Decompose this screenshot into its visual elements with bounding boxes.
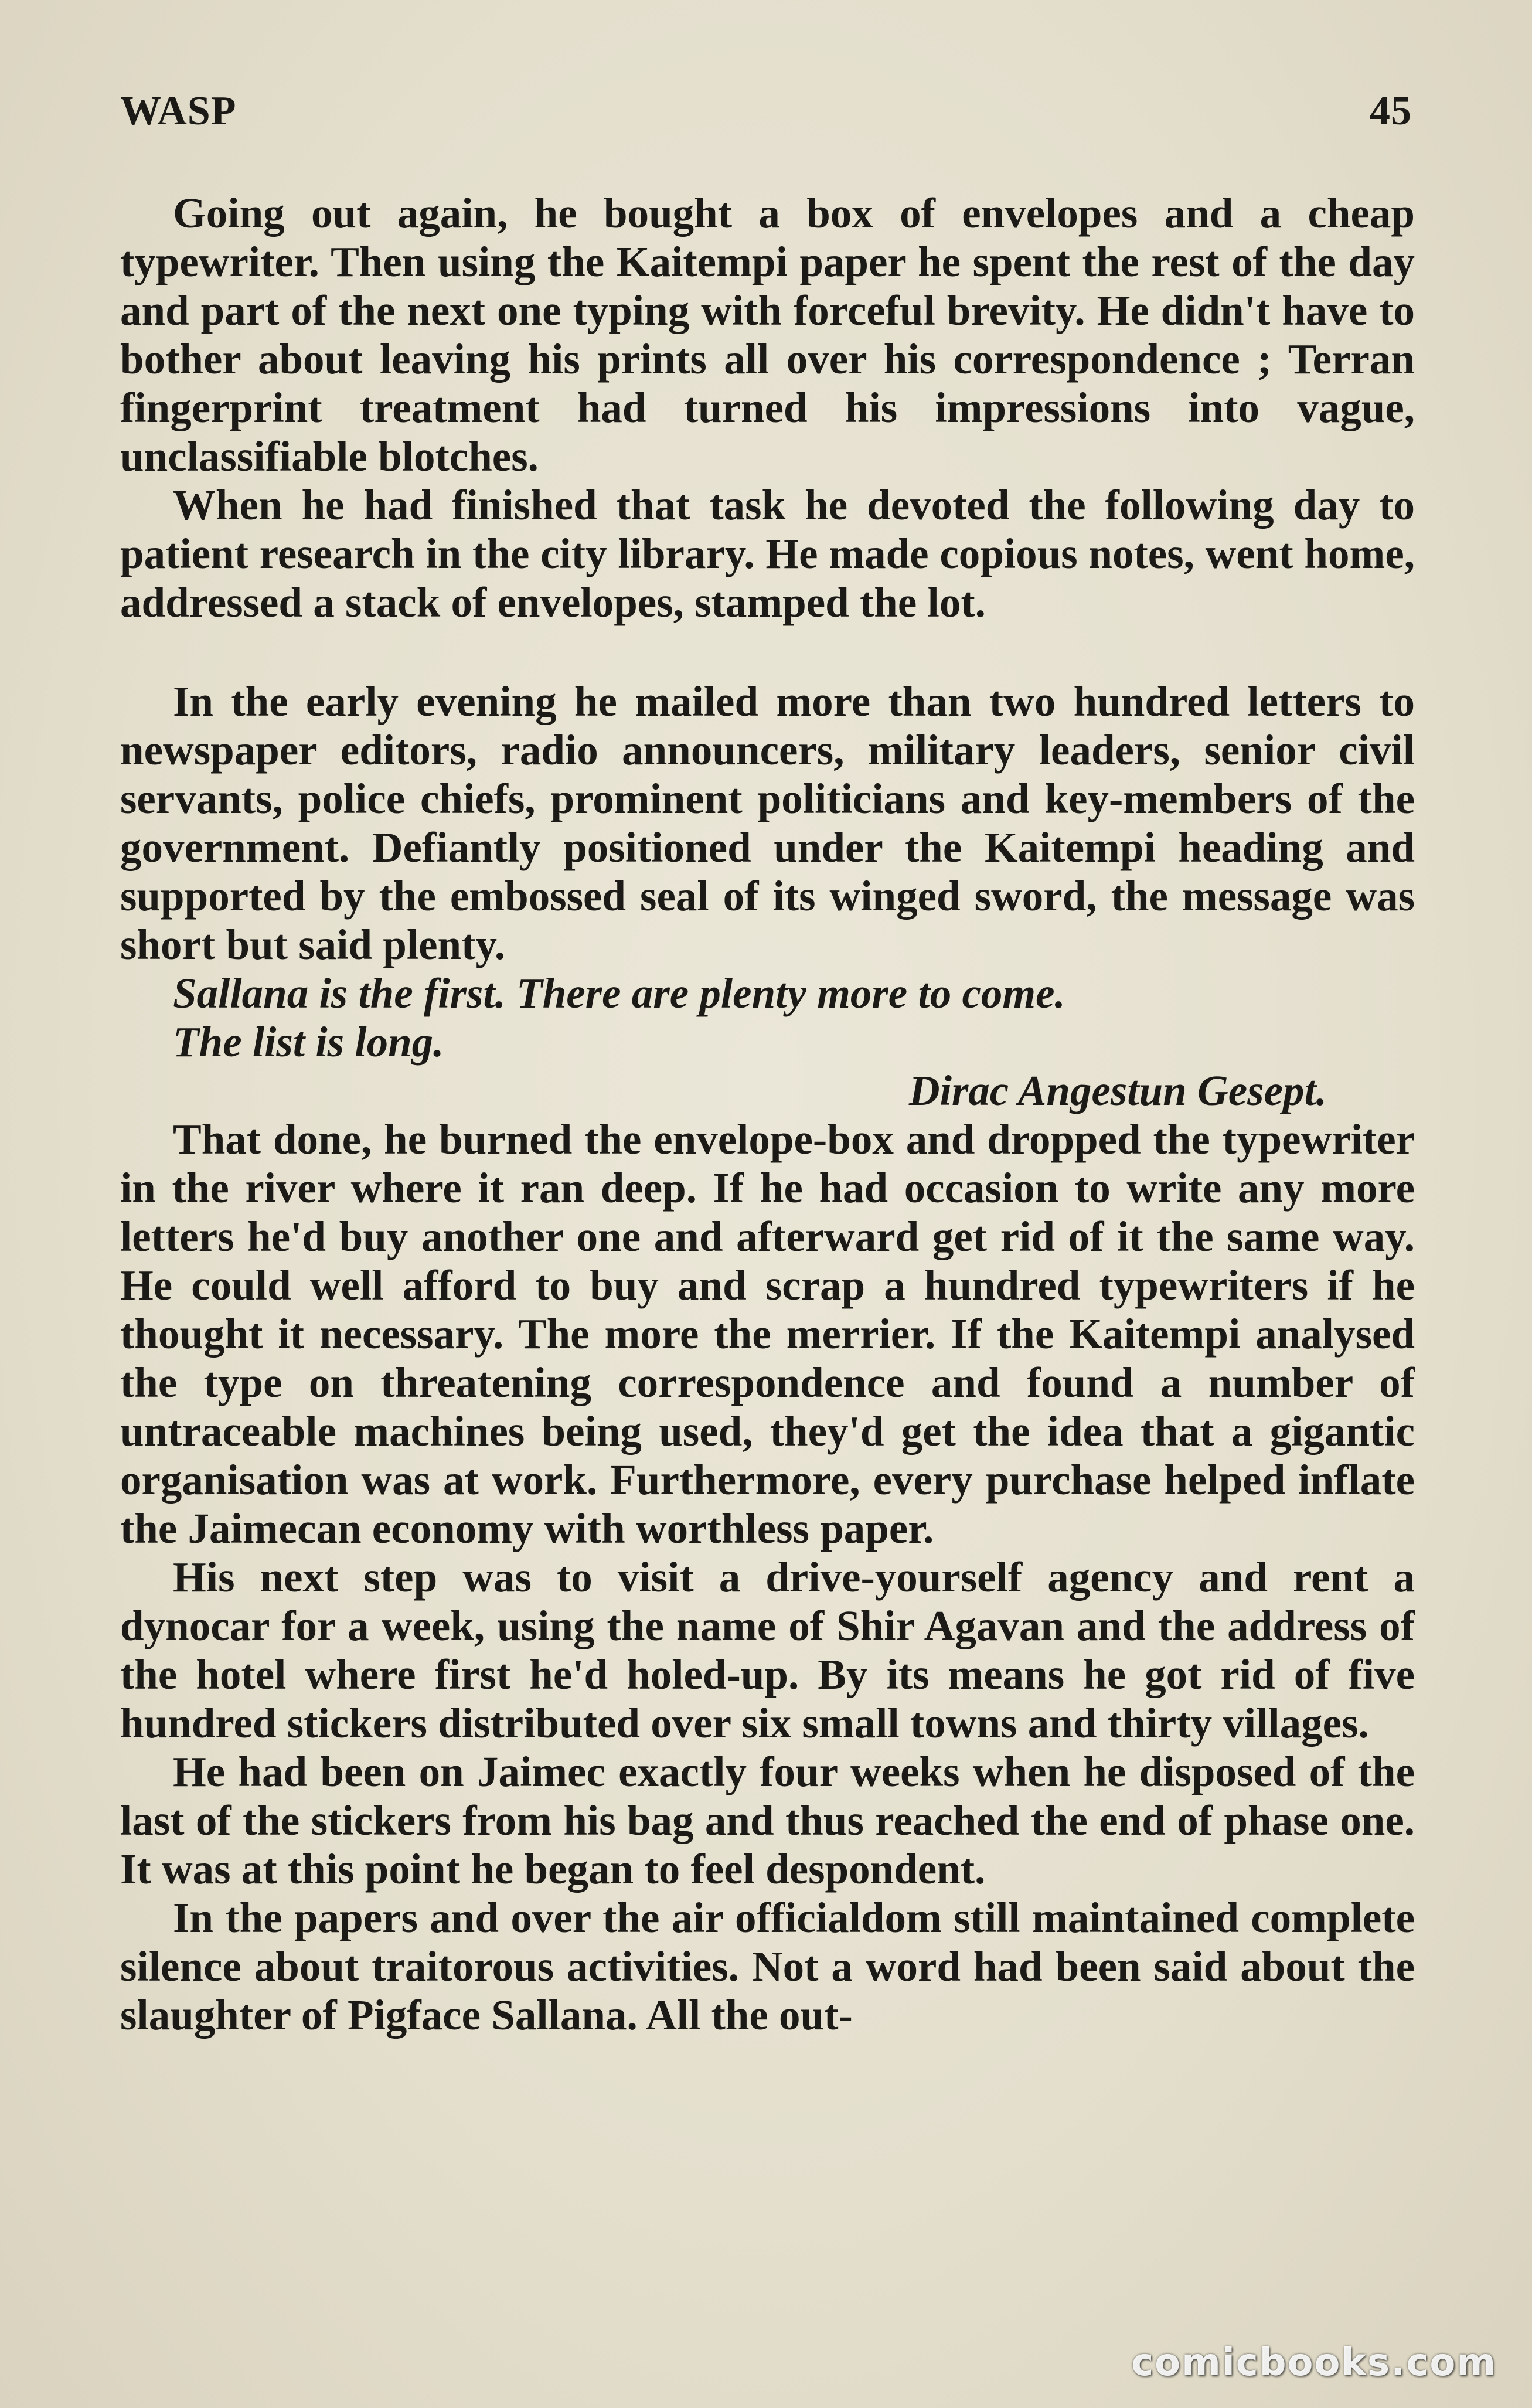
paragraph: He had been on Jaimec exactly four weeks when he disposed of the last of the stickers from his bag and thus reached the end of phase one. It was at this point he began to feel despondent. [120,1748,1415,1893]
page-number: 45 [1370,89,1412,134]
watermark: comicbooks.com [1131,2341,1497,2385]
paragraph: That done, he burned the envelope-box and dropped the typewriter in the river where it ran deep. If he had occasion to write any more letters he'd buy another one and afterward get rid of it the same way. He could well afford to buy and scrap a hundred typewriters if he thought it necessary. The more the merrier. If the Kaitempi analysed the type on threatening correspondence and found a number of untraceable machines being used, they'd get the idea that a gigantic organisation was at work. Furthermore, every purchase helped inflate the Jaimecan economy with worthless paper. [120,1115,1415,1552]
letter-line: The list is long. [173,1018,444,1066]
paragraph: Going out again, he bought a box of envelopes and a cheap typewriter. Then using the Kaitempi paper he spent the rest of the day and part of the next one typing with forceful brevity. He didn't have to bother about leaving his prints all over his correspondence ; Terran fingerprint treatment had turned his impressions into vague, unclassifiable blotches. [120,189,1415,480]
paragraph: In the papers and over the air officialdom still maintained complete silence about traitorous activities. Not a word had been said about the slaughter of Pigface Sallana. All the out- [120,1894,1415,2039]
running-head [120,88,1412,135]
paragraph: His next step was to visit a drive-yourself agency and rent a dynocar for a week, using the name of Shir Agavan and the address of the hotel where first he'd holed-up. By its means he got rid of five hundred stickers distributed over six small towns and thirty villages. [120,1553,1415,1747]
paragraph: When he had finished that task he devoted the following day to patient research in the city library. He made copious notes, went home, addressed a stack of envelopes, stamped the lot. [120,481,1415,626]
paragraph: In the early evening he mailed more than two hundred letters to newspaper editors, radio announcers, military leaders, senior civil servants, police chiefs, prominent politicians and key-members of the government. Defiantly positioned under the Kaitempi heading and supported by the embossed seal of its winged sword, the message was short but said plenty. [120,678,1415,968]
letter-line: Sallana is the first. There are plenty more to come. [173,970,1065,1017]
letter-signature: Dirac Angestun Gesept. [908,1067,1327,1114]
running-title: WASP [120,89,237,134]
letter-text [120,969,1415,1066]
body-text [120,189,1415,2039]
